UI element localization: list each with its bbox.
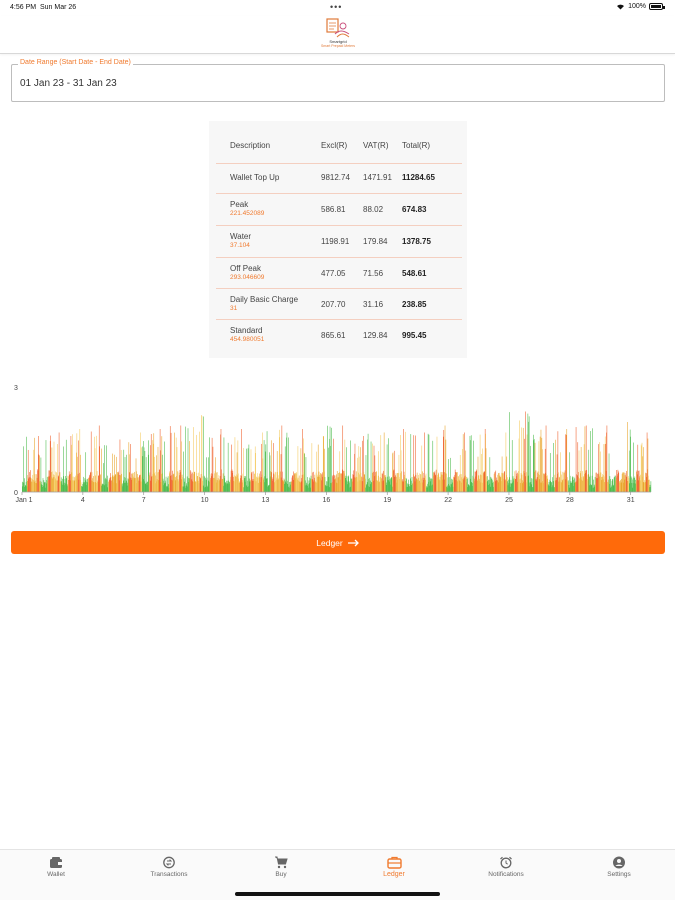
tab-label: Settings [607, 871, 631, 878]
table-row [216, 320, 462, 352]
row-units: 221.452089 [230, 210, 265, 217]
tab-ledger[interactable] [354, 856, 434, 878]
tab-buy[interactable] [241, 856, 321, 878]
row-excl: 1198.91 [321, 237, 350, 246]
chart-bar [368, 434, 369, 492]
date-range-value[interactable]: 01 Jan 23 - 31 Jan 23 [20, 78, 117, 89]
home-indicator [235, 892, 440, 896]
table-row [216, 226, 462, 258]
chart-bar [26, 437, 27, 492]
chart-bar [529, 416, 530, 492]
row-vat: 88.02 [363, 205, 384, 214]
tab-transactions[interactable] [129, 856, 209, 878]
status-time: 4:56 PM Sun Mar 26 [10, 4, 77, 11]
tab-label: Ledger [383, 871, 405, 878]
chart-bar [509, 412, 510, 492]
brand-name: Smartgrid [329, 39, 347, 44]
row-description: Daily Basic Charge [230, 295, 299, 304]
row-description: Off Peak [230, 264, 261, 273]
x-tick-label: 16 [322, 497, 331, 504]
chart-bar [183, 452, 184, 492]
row-excl: 477.05 [321, 269, 346, 278]
tab-label: Wallet [47, 871, 65, 878]
wifi-icon [616, 3, 625, 10]
x-tick-label: 7 [141, 497, 146, 504]
arrow-right-icon [348, 539, 360, 547]
table-header [216, 127, 462, 164]
header-total: Total(R) [402, 141, 431, 150]
row-vat: 71.56 [363, 269, 384, 278]
header-vat: VAT(R) [363, 141, 389, 150]
chart-bar [592, 428, 593, 492]
row-description: Peak [230, 200, 249, 209]
header-description: Description [230, 141, 271, 150]
chart-bar [429, 435, 430, 492]
x-tick-label: 10 [200, 497, 209, 504]
chart-bar [410, 434, 411, 492]
summary-table [209, 121, 467, 358]
alarm-icon [499, 856, 513, 869]
status-right [616, 3, 663, 10]
brand-logo [310, 16, 366, 54]
tab-label: Buy [275, 871, 287, 878]
row-excl: 9812.74 [321, 173, 350, 182]
row-total: 1378.75 [402, 237, 431, 246]
cart-icon [274, 856, 288, 869]
battery-percent: 100% [628, 3, 646, 10]
multitask-dots[interactable]: ••• [330, 2, 343, 12]
x-tick-label: Jan 1 [15, 497, 33, 504]
status-bar [0, 0, 675, 16]
app-header [0, 16, 675, 54]
row-total: 11284.65 [402, 173, 435, 182]
ledger-button-label: Ledger [316, 537, 343, 548]
row-vat: 1471.91 [363, 173, 392, 182]
chart-bar [288, 437, 289, 492]
x-tick-label: 28 [565, 497, 574, 504]
transactions-icon [162, 856, 176, 869]
row-vat: 31.16 [363, 300, 384, 309]
row-total: 995.45 [402, 331, 427, 340]
date-range-label: Date Range (Start Date - End Date) [20, 59, 131, 66]
account-icon [612, 856, 626, 869]
ledger-button[interactable] [11, 531, 665, 554]
x-tick-label: 4 [80, 497, 85, 504]
row-units: 293.046609 [230, 274, 265, 281]
table-row [216, 289, 462, 320]
row-excl: 586.81 [321, 205, 346, 214]
chart-bar [651, 481, 652, 492]
table-row [216, 194, 462, 226]
chart-bar [590, 431, 591, 492]
row-units: 31 [230, 305, 238, 312]
table-row [216, 164, 462, 194]
x-tick-label: 13 [261, 497, 270, 504]
row-vat: 179.84 [363, 237, 388, 246]
row-description: Wallet Top Up [230, 173, 280, 182]
row-excl: 207.70 [321, 300, 346, 309]
row-description: Water [230, 232, 252, 241]
chart-bar [331, 428, 332, 492]
row-description: Standard [230, 326, 263, 335]
y-tick-label: 3 [14, 385, 18, 392]
date-range-field[interactable] [11, 59, 665, 102]
battery-icon [649, 3, 663, 10]
chart-bar [185, 427, 186, 492]
x-tick-label: 19 [383, 497, 392, 504]
x-tick-label: 31 [626, 497, 635, 504]
brand-tagline: Smart Prepaid Meters [320, 44, 356, 48]
row-total: 548.61 [402, 269, 427, 278]
tab-label: Notifications [488, 871, 524, 878]
usage-bar-chart [10, 380, 665, 510]
chart-bar [104, 445, 105, 492]
row-units: 37.104 [230, 242, 250, 249]
row-excl: 865.61 [321, 331, 346, 340]
chart-bar [327, 426, 328, 492]
tab-notifications[interactable] [466, 856, 546, 878]
wallet-icon [49, 856, 63, 869]
chart-bar [350, 440, 351, 492]
logo-mark-icon [325, 17, 351, 39]
y-tick-label: 0 [14, 490, 18, 497]
chart-bar [553, 443, 554, 492]
x-tick-label: 22 [444, 497, 452, 504]
tab-label: Transactions [150, 871, 188, 878]
tab-wallet[interactable] [16, 856, 96, 878]
row-total: 674.83 [402, 205, 427, 214]
header-excl: Excl(R) [321, 141, 348, 150]
chart-bar [243, 448, 244, 492]
chart-bar [248, 448, 249, 492]
chart-bar [101, 449, 102, 492]
row-vat: 129.84 [363, 331, 388, 340]
x-tick-label: 25 [505, 497, 513, 504]
table-row [216, 258, 462, 289]
tab-settings[interactable] [579, 856, 659, 878]
row-units: 454.980051 [230, 336, 265, 343]
row-total: 238.85 [402, 300, 427, 309]
ledger-icon [387, 856, 402, 869]
chart-bar [607, 426, 608, 493]
